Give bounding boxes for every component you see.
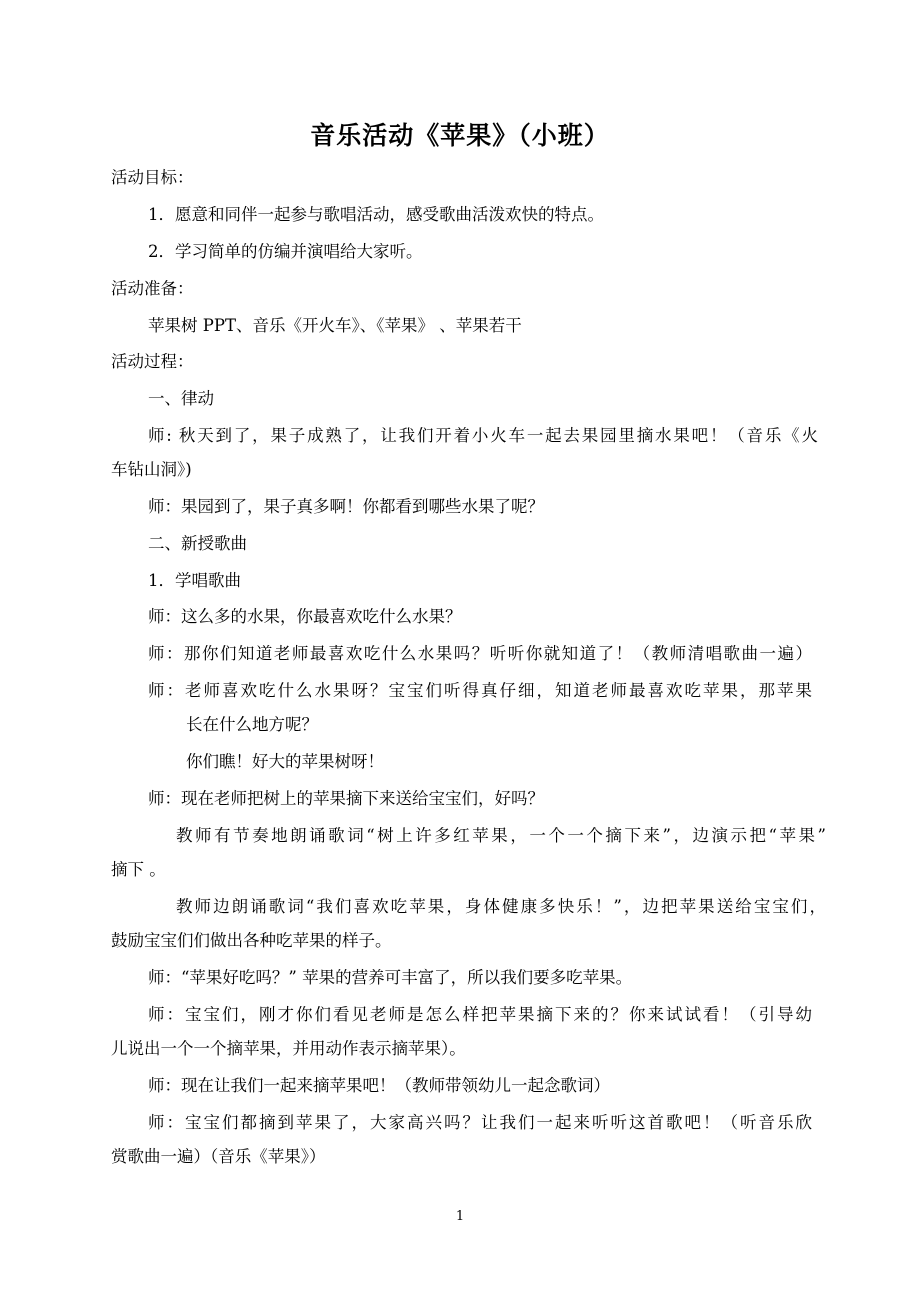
preparation-text: 苹果树 PPT、音乐《开火车》、《苹果》 、苹果若干 — [148, 316, 522, 335]
paragraph-line: 师：老师喜欢吃什么水果呀？宝宝们听得真仔细，知道老师最喜欢吃苹果，那苹果 — [148, 681, 812, 700]
subsection-new-song: 二、新授歌曲 — [148, 534, 247, 553]
goal-item-1: 1．愿意和同伴一起参与歌唱活动，感受歌曲活泼欢快的特点。 — [148, 205, 604, 224]
paragraph-line: 摘下 。 — [111, 860, 166, 879]
paragraph-line: 鼓励宝宝们们做出各种吃苹果的样子。 — [111, 931, 392, 950]
paragraph-line: 师：这么多的水果，你最喜欢吃什么水果？ — [148, 607, 462, 626]
section-heading-preparation: 活动准备： — [111, 279, 194, 298]
paragraph-line: 长在什么地方呢？ — [186, 715, 318, 734]
goal-item-2: 2．学习简单的仿编并演唱给大家听。 — [148, 242, 423, 261]
paragraph-line: 师: 秋天到了，果子成熟了，让我们开着小火车一起去果园里摘水果吧！（音乐《火 — [148, 426, 818, 445]
subsection-learn-song: 1．学唱歌曲 — [148, 571, 241, 590]
paragraph-line: 师：那你们知道老师最喜欢吃什么水果吗？听听你就知道了！（教师清唱歌曲一遍） — [148, 644, 812, 663]
paragraph-line: 你们瞧！好大的苹果树呀！ — [186, 752, 384, 771]
paragraph-line: 师：宝宝们都摘到苹果了，大家高兴吗？让我们一起来听听这首歌吧！（听音乐欣 — [148, 1113, 812, 1132]
page-number: 1 — [455, 1209, 465, 1224]
subsection-rhythm: 一、律动 — [148, 389, 214, 408]
paragraph-line: 儿说出一个一个摘苹果，并用动作表示摘苹果）。 — [111, 1039, 466, 1058]
section-heading-goals: 活动目标： — [111, 168, 194, 187]
paragraph-line: 师：“苹果好吃吗？” 苹果的营养可丰富了，所以我们要多吃苹果。 — [148, 968, 633, 987]
paragraph-line: 师：宝宝们，刚才你们看见老师是怎么样把苹果摘下来的？你来试试看！（引导幼 — [148, 1005, 812, 1024]
paragraph-line: 师：现在老师把树上的苹果摘下来送给宝宝们，好吗？ — [148, 789, 544, 808]
paragraph-line: 教师有节奏地朗诵歌词“树上许多红苹果，一个一个摘下来”，边演示把“苹果” — [176, 826, 826, 845]
section-heading-process: 活动过程： — [111, 352, 194, 371]
paragraph-line: 赏歌曲一遍）（音乐《苹果》） — [111, 1147, 326, 1166]
paragraph-line: 师：果园到了，果子真多啊！你都看到哪些水果了呢？ — [148, 497, 544, 516]
paragraph-line: 师：现在让我们一起来摘苹果吧！（教师带领幼儿一起念歌词） — [148, 1076, 610, 1095]
paragraph-line: 车钻山洞》) — [111, 460, 192, 479]
document-title: 音乐活动《苹果》（小班） — [310, 121, 610, 150]
paragraph-line: 教师边朗诵歌词“我们喜欢吃苹果，身体健康多快乐！”，边把苹果送给宝宝们， — [176, 897, 826, 916]
